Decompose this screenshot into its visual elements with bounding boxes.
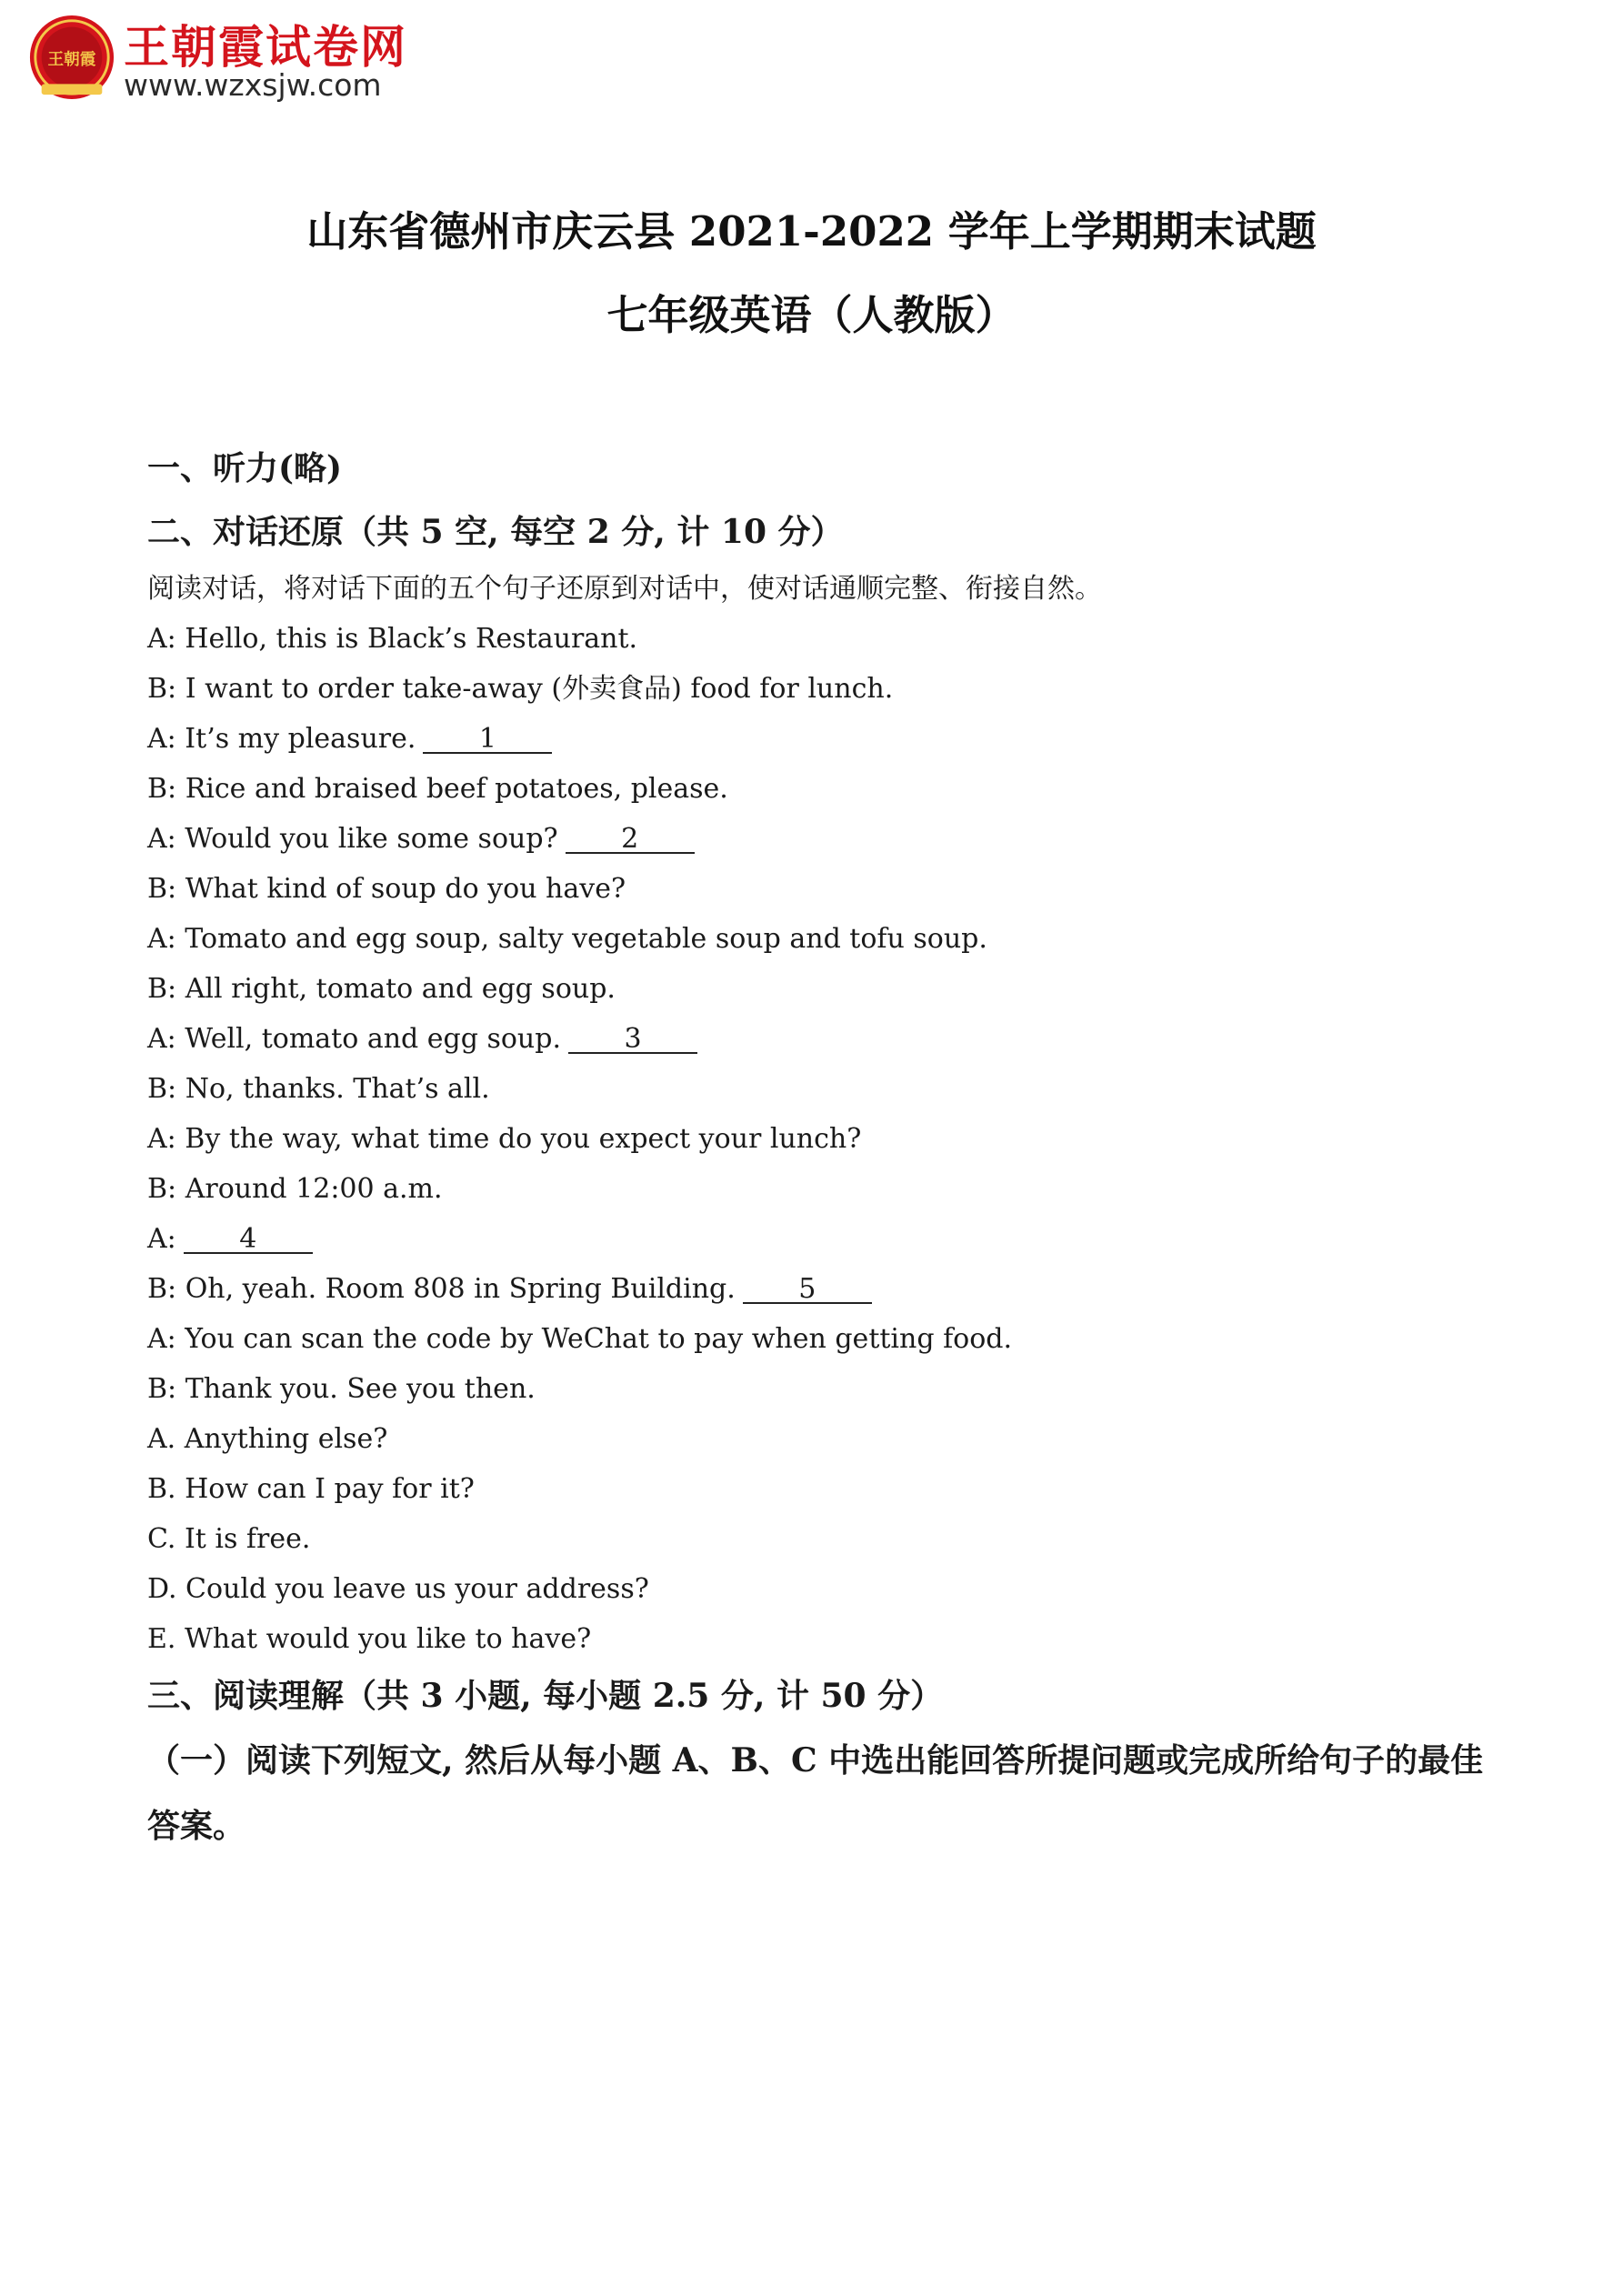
exam-content	[147, 436, 1493, 1859]
dialogue-option: D. Could you leave us your address?	[147, 1573, 649, 1605]
dialogue-line	[147, 1264, 1493, 1314]
dialogue-options	[147, 1414, 1493, 1664]
answer-blank[interactable]: 3	[568, 1027, 697, 1054]
dialogue-line-text: B: Oh, yeah. Room 808 in Spring Building.	[147, 1273, 736, 1305]
dialogue-line	[147, 764, 1493, 814]
seal-text: 王朝霞	[47, 50, 96, 69]
reading-sub-heading: （一）阅读下列短文, 然后从每小题 A、B、C 中选出能回答所提问题或完成所给句子的最佳答案。	[147, 1741, 1484, 1845]
dialogue-line	[147, 1064, 1493, 1114]
dialogue-line	[147, 1164, 1493, 1214]
dialogue-line-text: A: Would you like some soup?	[147, 823, 558, 855]
brand-name: 王朝霞试卷网	[124, 21, 407, 74]
dialogue-line-text: B: Thank you. See you then.	[147, 1373, 536, 1405]
dialogue-option: C. It is free.	[147, 1523, 311, 1555]
section-dialogue-heading: 二、对话还原（共 5 空, 每空 2 分, 计 10 分）	[147, 513, 844, 551]
dialogue-line-text: B: What kind of soup do you have?	[147, 873, 626, 905]
seal-icon	[27, 13, 116, 102]
answer-blank[interactable]: 5	[743, 1277, 872, 1304]
dialogue-line-text: A: By the way, what time do you expect your lunch?	[147, 1123, 862, 1155]
dialogue-line-text: B: All right, tomato and egg soup.	[147, 973, 616, 1005]
dialogue-line-text: A: Tomato and egg soup, salty vegetable soup and tofu soup.	[147, 923, 987, 955]
dialogue-line	[147, 1114, 1493, 1164]
dialogue-line-text: B: Around 12:00 a.m.	[147, 1173, 443, 1205]
section-listening-heading: 一、听力(略)	[147, 449, 343, 487]
dialogue-line	[147, 1214, 1493, 1264]
answer-blank[interactable]: 4	[184, 1227, 313, 1254]
dialogue-option: E. What would you like to have?	[147, 1623, 592, 1655]
dialogue-line-text: A: It’s my pleasure.	[147, 723, 416, 755]
dialogue-line-text: B: Rice and braised beef potatoes, please.	[147, 773, 728, 805]
section-reading-heading: 三、阅读理解（共 3 小题, 每小题 2.5 分, 计 50 分）	[147, 1677, 944, 1715]
exam-title: 山东省德州市庆云县 2021-2022 学年上学期期末试题	[306, 207, 1317, 256]
dialogue-option: A. Anything else?	[147, 1423, 388, 1455]
dialogue-line-text: A: You can scan the code by WeChat to pay when getting food.	[147, 1323, 1013, 1355]
dialogue-line-text: B: I want to order take-away (外卖食品) food for lunch.	[147, 673, 894, 705]
exam-subtitle: 七年级英语（人教版）	[606, 291, 1017, 339]
dialogue-line	[147, 1014, 1493, 1064]
dialogue-lines	[147, 614, 1493, 1414]
dialogue-line	[147, 1314, 1493, 1364]
dialogue-line	[147, 864, 1493, 914]
dialogue-line-text: A:	[147, 1223, 176, 1255]
dialogue-instruction: 阅读对话，将对话下面的五个句子还原到对话中，使对话通顺完整、衔接自然。	[147, 573, 1102, 605]
brand-url: www.wzxsjw.com	[124, 67, 382, 103]
dialogue-line	[147, 964, 1493, 1014]
dialogue-line	[147, 614, 1493, 664]
dialogue-line	[147, 814, 1493, 864]
dialogue-line	[147, 664, 1493, 714]
dialogue-line	[147, 1364, 1493, 1414]
answer-blank[interactable]: 1	[423, 727, 552, 754]
answer-blank[interactable]: 2	[566, 827, 695, 854]
dialogue-line-text: A: Hello, this is Black’s Restaurant.	[147, 623, 638, 655]
dialogue-line	[147, 714, 1493, 764]
dialogue-line-text: A: Well, tomato and egg soup.	[147, 1023, 561, 1055]
dialogue-option: B. How can I pay for it?	[147, 1473, 475, 1505]
dialogue-line-text: B: No, thanks. That’s all.	[147, 1073, 490, 1105]
dialogue-line	[147, 914, 1493, 964]
site-logo	[25, 7, 407, 107]
